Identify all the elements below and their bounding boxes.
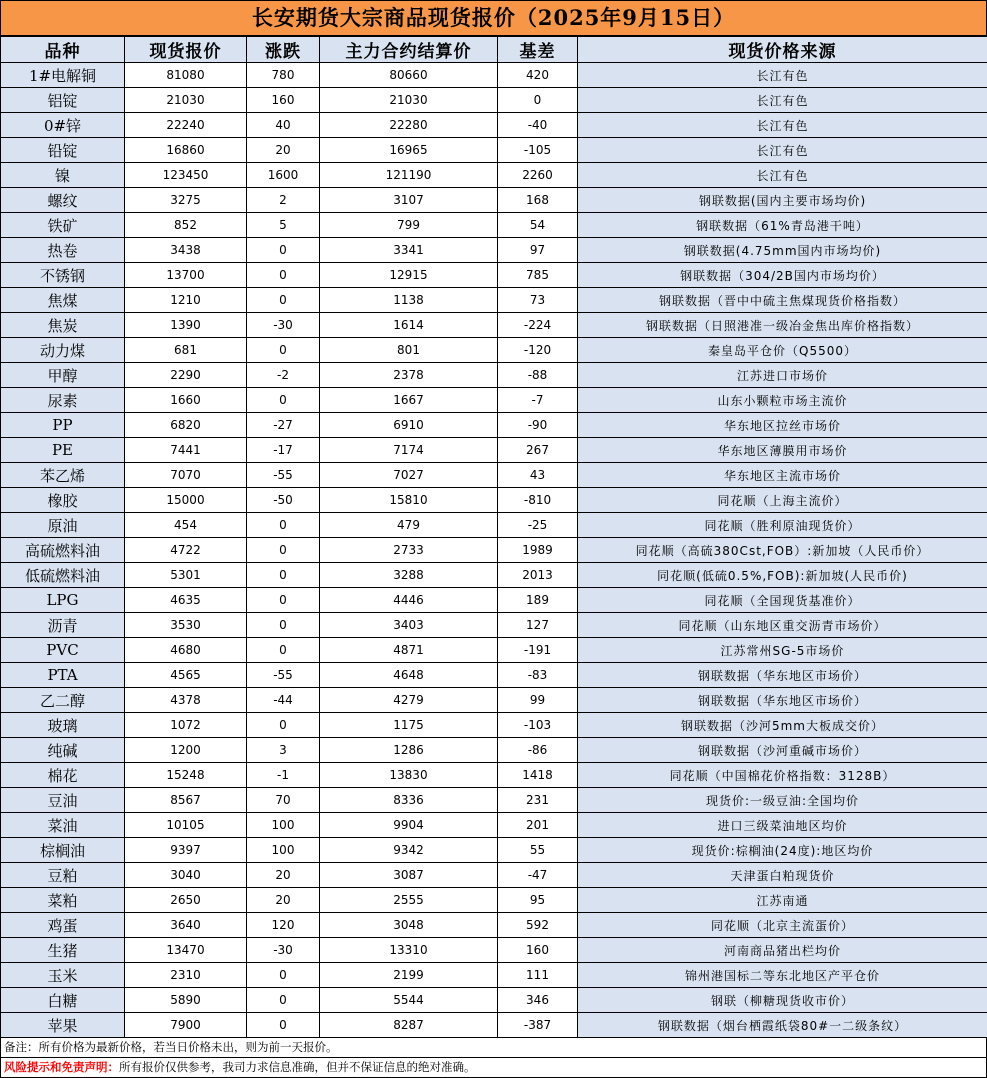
table-row [1,888,987,913]
change-cell: 20 [247,138,320,163]
settlement-cell: 3048 [320,913,498,938]
variety-cell: 热卷 [1,238,125,263]
spot-price-cell: 1390 [125,313,247,338]
source-cell: 钢联（柳糖现货收市价） [578,988,987,1013]
basis-cell: -90 [498,413,578,438]
settlement-cell: 799 [320,213,498,238]
spot-price-cell: 4635 [125,588,247,613]
change-cell: -30 [247,313,320,338]
spot-price-cell: 15000 [125,488,247,513]
table-row [1,1013,987,1038]
source-cell: 现货价:一级豆油:全国均价 [578,788,987,813]
change-cell: 5 [247,213,320,238]
table-row [1,538,987,563]
variety-cell: 乙二醇 [1,688,125,713]
header-spot-price: 现货报价 [125,37,247,63]
table-row [1,313,987,338]
settlement-cell: 7174 [320,438,498,463]
source-cell: 同花顺（胜利原油现货价） [578,513,987,538]
source-cell: 同花顺(低硫0.5%,FOB):新加坡(人民币价) [578,563,987,588]
basis-cell: 267 [498,438,578,463]
quote-table [0,36,987,1038]
change-cell: 20 [247,863,320,888]
variety-cell: 动力煤 [1,338,125,363]
basis-cell: 168 [498,188,578,213]
variety-cell: PP [1,413,125,438]
change-cell: 780 [247,63,320,88]
settlement-cell: 2199 [320,963,498,988]
disclaimer-text: 所有报价仅供参考，我司力求信息准确，但并不保证信息的绝对准确。 [119,1060,476,1074]
basis-cell: 2260 [498,163,578,188]
change-cell: 1600 [247,163,320,188]
basis-cell: -40 [498,113,578,138]
variety-cell: LPG [1,588,125,613]
table-row [1,988,987,1013]
basis-cell: -224 [498,313,578,338]
basis-cell: 43 [498,463,578,488]
change-cell: 0 [247,288,320,313]
basis-cell: -105 [498,138,578,163]
table-row [1,338,987,363]
settlement-cell: 12915 [320,263,498,288]
basis-cell: 160 [498,938,578,963]
source-cell: 同花顺（全国现货基准价） [578,588,987,613]
spot-price-cell: 5890 [125,988,247,1013]
change-cell: -17 [247,438,320,463]
spot-price-cell: 2290 [125,363,247,388]
basis-cell: 127 [498,613,578,638]
source-cell: 钢联数据（日照港准一级冶金焦出库价格指数） [578,313,987,338]
spot-price-cell: 8567 [125,788,247,813]
variety-cell: 原油 [1,513,125,538]
source-cell: 钢联数据（烟台栖霞纸袋80#一二级条纹） [578,1013,987,1038]
source-cell: 江苏进口市场价 [578,363,987,388]
change-cell: 0 [247,338,320,363]
change-cell: 160 [247,88,320,113]
source-cell: 钢联数据(国内主要市场均价) [578,188,987,213]
variety-cell: 苯乙烯 [1,463,125,488]
basis-cell: 785 [498,263,578,288]
source-cell: 华东地区主流市场价 [578,463,987,488]
spot-price-cell: 21030 [125,88,247,113]
source-cell: 同花顺（北京主流蛋价） [578,913,987,938]
settlement-cell: 7027 [320,463,498,488]
settlement-cell: 6910 [320,413,498,438]
settlement-cell: 4279 [320,688,498,713]
variety-cell: PVC [1,638,125,663]
source-cell: 钢联数据（61%青岛港干吨） [578,213,987,238]
spot-price-cell: 3640 [125,913,247,938]
source-cell: 同花顺（上海主流价） [578,488,987,513]
settlement-cell: 2378 [320,363,498,388]
basis-cell: 95 [498,888,578,913]
basis-cell: 0 [498,88,578,113]
change-cell: 70 [247,788,320,813]
variety-cell: 铅锭 [1,138,125,163]
basis-cell: 420 [498,63,578,88]
table-row [1,638,987,663]
variety-cell: 铁矿 [1,213,125,238]
change-cell: 0 [247,263,320,288]
settlement-cell: 1175 [320,713,498,738]
table-row [1,563,987,588]
spot-price-cell: 4722 [125,538,247,563]
change-cell: 0 [247,388,320,413]
basis-cell: -25 [498,513,578,538]
spot-price-cell: 1660 [125,388,247,413]
spot-price-cell: 852 [125,213,247,238]
settlement-cell: 8287 [320,1013,498,1038]
source-cell: 钢联数据（晋中中硫主焦煤现货价格指数） [578,288,987,313]
table-row [1,663,987,688]
source-cell: 进口三级菜油地区均价 [578,813,987,838]
basis-cell: 54 [498,213,578,238]
source-cell: 长江有色 [578,88,987,113]
variety-cell: 苹果 [1,1013,125,1038]
table-row [1,713,987,738]
table-row [1,613,987,638]
header-settlement: 主力合约结算价 [320,37,498,63]
source-cell: 钢联数据（华东地区市场价） [578,663,987,688]
settlement-cell: 2733 [320,538,498,563]
spot-price-cell: 3530 [125,613,247,638]
settlement-cell: 3288 [320,563,498,588]
table-row [1,138,987,163]
change-cell: 40 [247,113,320,138]
variety-cell: 焦煤 [1,288,125,313]
basis-cell: -103 [498,713,578,738]
table-row [1,438,987,463]
variety-cell: 螺纹 [1,188,125,213]
basis-cell: 99 [498,688,578,713]
change-cell: 0 [247,563,320,588]
table-row [1,113,987,138]
settlement-cell: 9342 [320,838,498,863]
header-basis: 基差 [498,37,578,63]
change-cell: -2 [247,363,320,388]
table-row [1,163,987,188]
variety-cell: 焦炭 [1,313,125,338]
footer-disclaimer [0,1058,987,1078]
table-row [1,388,987,413]
spot-price-cell: 2650 [125,888,247,913]
settlement-cell: 3107 [320,188,498,213]
spot-price-cell: 13700 [125,263,247,288]
settlement-cell: 1614 [320,313,498,338]
source-cell: 同花顺（中国棉花价格指数：3128B） [578,763,987,788]
header-change: 涨跌 [247,37,320,63]
variety-cell: 豆粕 [1,863,125,888]
spot-price-cell: 22240 [125,113,247,138]
variety-cell: 0#锌 [1,113,125,138]
source-cell: 钢联数据(4.75mm国内市场均价) [578,238,987,263]
header-variety: 品种 [1,37,125,63]
basis-cell: 592 [498,913,578,938]
basis-cell: -88 [498,363,578,388]
spot-price-cell: 123450 [125,163,247,188]
variety-cell: PTA [1,663,125,688]
change-cell: 0 [247,1013,320,1038]
variety-cell: 玻璃 [1,713,125,738]
settlement-cell: 80660 [320,63,498,88]
basis-cell: -86 [498,738,578,763]
change-cell: -1 [247,763,320,788]
spot-price-cell: 1200 [125,738,247,763]
basis-cell: 111 [498,963,578,988]
basis-cell: 55 [498,838,578,863]
variety-cell: 白糖 [1,988,125,1013]
source-cell: 现货价:棕榈油(24度):地区均价 [578,838,987,863]
table-row [1,363,987,388]
change-cell: 120 [247,913,320,938]
source-cell: 长江有色 [578,113,987,138]
settlement-cell: 5544 [320,988,498,1013]
settlement-cell: 3087 [320,863,498,888]
basis-cell: 1418 [498,763,578,788]
source-cell: 华东地区薄膜用市场价 [578,438,987,463]
change-cell: 0 [247,238,320,263]
settlement-cell: 9904 [320,813,498,838]
change-cell: -30 [247,938,320,963]
variety-cell: 菜油 [1,813,125,838]
variety-cell: 不锈钢 [1,263,125,288]
basis-cell: 2013 [498,563,578,588]
table-row [1,288,987,313]
source-cell: 钢联数据（304/2B国内市场均价） [578,263,987,288]
variety-cell: 镍 [1,163,125,188]
settlement-cell: 16965 [320,138,498,163]
table-row [1,188,987,213]
basis-cell: 201 [498,813,578,838]
table-row [1,913,987,938]
basis-cell: 73 [498,288,578,313]
spot-price-cell: 10105 [125,813,247,838]
table-row [1,513,987,538]
variety-cell: 棕榈油 [1,838,125,863]
variety-cell: 高硫燃料油 [1,538,125,563]
source-cell: 江苏常州SG-5市场价 [578,638,987,663]
source-cell: 钢联数据（华东地区市场价） [578,688,987,713]
source-cell: 钢联数据（沙河5mm大板成交价） [578,713,987,738]
table-row [1,738,987,763]
variety-cell: 棉花 [1,763,125,788]
basis-cell: 97 [498,238,578,263]
spot-price-cell: 2310 [125,963,247,988]
table-row [1,488,987,513]
variety-cell: 沥青 [1,613,125,638]
settlement-cell: 3403 [320,613,498,638]
settlement-cell: 1286 [320,738,498,763]
settlement-cell: 1138 [320,288,498,313]
source-cell: 长江有色 [578,138,987,163]
table-row [1,213,987,238]
settlement-cell: 2555 [320,888,498,913]
settlement-cell: 13310 [320,938,498,963]
table-row [1,88,987,113]
table-row [1,688,987,713]
spot-price-cell: 1072 [125,713,247,738]
source-cell: 长江有色 [578,63,987,88]
spot-price-cell: 1210 [125,288,247,313]
source-cell: 锦州港国标二等东北地区产平仓价 [578,963,987,988]
spot-price-cell: 454 [125,513,247,538]
variety-cell: 甲醇 [1,363,125,388]
settlement-cell: 1667 [320,388,498,413]
source-cell: 同花顺（山东地区重交沥青市场价） [578,613,987,638]
settlement-cell: 21030 [320,88,498,113]
change-cell: 0 [247,588,320,613]
source-cell: 秦皇岛平仓价（Q5500） [578,338,987,363]
change-cell: 100 [247,838,320,863]
table-header-row [1,37,987,63]
basis-cell: 189 [498,588,578,613]
table-row [1,763,987,788]
table-row [1,863,987,888]
basis-cell: -83 [498,663,578,688]
settlement-cell: 22280 [320,113,498,138]
settlement-cell: 801 [320,338,498,363]
settlement-cell: 121190 [320,163,498,188]
source-cell: 山东小颗粒市场主流价 [578,388,987,413]
variety-cell: 低硫燃料油 [1,563,125,588]
basis-cell: -7 [498,388,578,413]
spot-price-cell: 5301 [125,563,247,588]
table-row [1,263,987,288]
spot-price-cell: 7900 [125,1013,247,1038]
variety-cell: 纯碱 [1,738,125,763]
variety-cell: PE [1,438,125,463]
spot-price-cell: 4378 [125,688,247,713]
source-cell: 同花顺（高硫380Cst,FOB）:新加坡（人民币价） [578,538,987,563]
change-cell: 100 [247,813,320,838]
spot-price-cell: 3438 [125,238,247,263]
source-cell: 江苏南通 [578,888,987,913]
change-cell: 0 [247,613,320,638]
spot-price-cell: 15248 [125,763,247,788]
variety-cell: 1#电解铜 [1,63,125,88]
basis-cell: -120 [498,338,578,363]
change-cell: 20 [247,888,320,913]
spot-price-cell: 4680 [125,638,247,663]
spot-price-cell: 7070 [125,463,247,488]
variety-cell: 生猪 [1,938,125,963]
variety-cell: 豆油 [1,788,125,813]
settlement-cell: 15810 [320,488,498,513]
table-row [1,838,987,863]
change-cell: -50 [247,488,320,513]
change-cell: 0 [247,963,320,988]
spot-price-cell: 16860 [125,138,247,163]
spot-price-cell: 81080 [125,63,247,88]
table-row [1,413,987,438]
source-cell: 钢联数据（沙河重碱市场价） [578,738,987,763]
table-row [1,813,987,838]
variety-cell: 鸡蛋 [1,913,125,938]
settlement-cell: 8336 [320,788,498,813]
basis-cell: 231 [498,788,578,813]
spot-price-cell: 3040 [125,863,247,888]
change-cell: 0 [247,538,320,563]
change-cell: -27 [247,413,320,438]
spot-price-cell: 4565 [125,663,247,688]
settlement-cell: 4446 [320,588,498,613]
variety-cell: 铝锭 [1,88,125,113]
basis-cell: 346 [498,988,578,1013]
basis-cell: -191 [498,638,578,663]
table-row [1,463,987,488]
disclaimer-label: 风险提示和免责声明： [4,1060,119,1074]
basis-cell: -387 [498,1013,578,1038]
header-source: 现货价格来源 [578,37,987,63]
settlement-cell: 3341 [320,238,498,263]
source-cell: 天津蛋白粕现货价 [578,863,987,888]
source-cell: 河南商品猪出栏均价 [578,938,987,963]
table-row [1,963,987,988]
settlement-cell: 479 [320,513,498,538]
sheet-title: 长安期货大宗商品现货报价（2025年9月15日） [0,0,987,36]
basis-cell: -810 [498,488,578,513]
spot-price-cell: 13470 [125,938,247,963]
table-row [1,63,987,88]
basis-cell: -47 [498,863,578,888]
spot-price-cell: 681 [125,338,247,363]
settlement-cell: 4871 [320,638,498,663]
footer-note: 备注：所有价格为最新价格，若当日价格未出，则为前一天报价。 [0,1038,987,1058]
spot-price-cell: 9397 [125,838,247,863]
change-cell: 0 [247,713,320,738]
change-cell: -55 [247,663,320,688]
variety-cell: 菜粕 [1,888,125,913]
change-cell: 3 [247,738,320,763]
change-cell: -55 [247,463,320,488]
table-row [1,238,987,263]
spot-price-cell: 3275 [125,188,247,213]
basis-cell: 1989 [498,538,578,563]
table-row [1,588,987,613]
variety-cell: 橡胶 [1,488,125,513]
settlement-cell: 13830 [320,763,498,788]
source-cell: 长江有色 [578,163,987,188]
spot-price-cell: 6820 [125,413,247,438]
change-cell: 0 [247,638,320,663]
table-row [1,938,987,963]
variety-cell: 尿素 [1,388,125,413]
change-cell: 0 [247,988,320,1013]
change-cell: 2 [247,188,320,213]
source-cell: 华东地区拉丝市场价 [578,413,987,438]
change-cell: 0 [247,513,320,538]
settlement-cell: 4648 [320,663,498,688]
change-cell: -44 [247,688,320,713]
variety-cell: 玉米 [1,963,125,988]
spot-price-cell: 7441 [125,438,247,463]
table-row [1,788,987,813]
